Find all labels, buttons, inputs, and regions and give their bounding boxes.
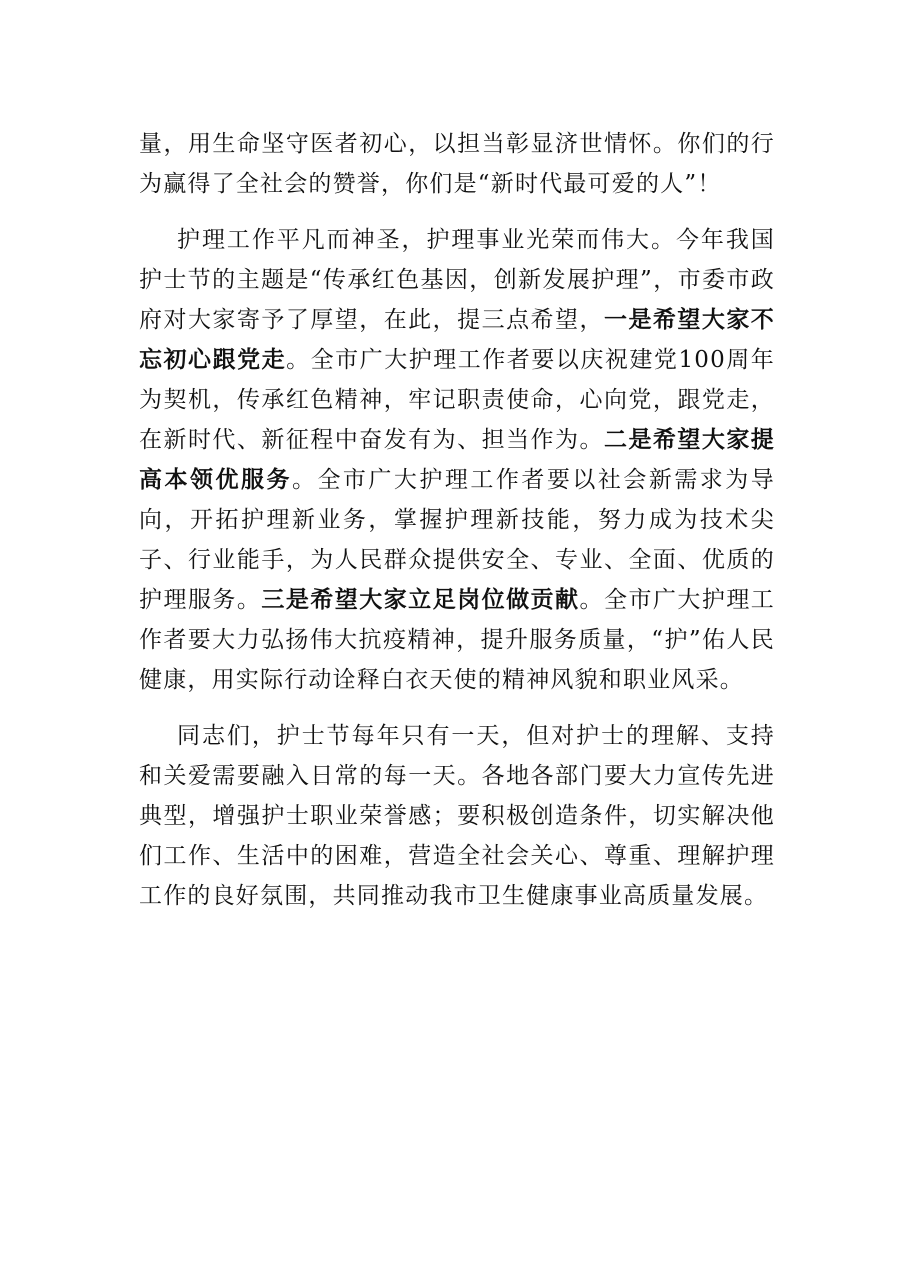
- paragraph-1: [139, 124, 775, 204]
- point-three-heading: 三是希望大家立足岗位做贡献: [261, 587, 580, 613]
- document-body: [139, 124, 775, 916]
- paragraph-2-text-a: 护理工作平凡而神圣，护理事业光荣而伟大。今年我国护士节的主题是“传承红色基因，创新发展护理”，市委市政府对大家寄予了厚望，在此，提三点希望，: [139, 227, 775, 333]
- paragraph-2-text-c: 。全市广大护理工作者要以社会新需求为导向，开拓护理新业务，掌握护理新技能，努力成为技术尖子、行业能手，为人民群众提供安全、专业、全面、优质的护理服务。: [139, 467, 775, 613]
- paragraph-2: [139, 220, 775, 700]
- paragraph-2-text-d: 。全市广大护理工作者要大力弘扬伟大抗疫精神，提升服务质量，“护”佑人民健康，用实际行动诠释白衣天使的精神风貌和职业风采。: [139, 587, 775, 693]
- paragraph-1-text: 量，用生命坚守医者初心，以担当彰显济世情怀。你们的行为赢得了全社会的赞誉，你们是“新时代最可爱的人”！: [139, 131, 775, 197]
- paragraph-3: [139, 716, 775, 916]
- paragraph-2-text-b: 。全市广大护理工作者要以庆祝建党100周年为契机，传承红色精神，牢记职责使命，心向党，跟党走，在新时代、新征程中奋发有为、担当作为。: [139, 347, 775, 453]
- point-two-heading: 二是希望大家提高本领优服务: [139, 427, 775, 493]
- paragraph-3-text: 同志们，护士节每年只有一天，但对护士的理解、支持和关爱需要融入日常的每一天。各地各部门要大力宣传先进典型，增强护士职业荣誉感；要积极创造条件，切实解决他们工作、生活中的困难，营造全社会关心、尊重、理解护理工作的良好氛围，共同推动我市卫生健康事业高质量发展。: [139, 723, 775, 909]
- point-one-heading: 一是希望大家不忘初心跟党走: [139, 307, 775, 373]
